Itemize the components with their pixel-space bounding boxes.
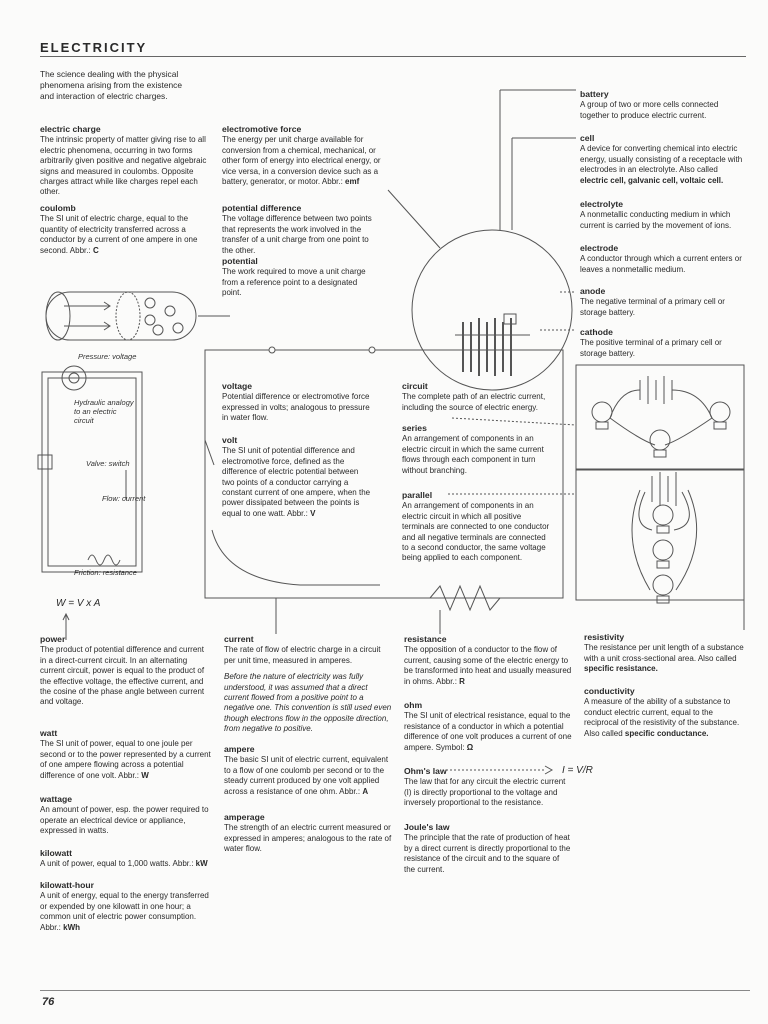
intro-text: The science dealing with the physical phenomena arising from the existence and interaction of electric charges.	[40, 69, 182, 101]
entry-potential: potential The work required to move a unit charge from a reference point to a designated point.	[222, 256, 366, 298]
entry-conductivity: conductivity A measure of the ability of a substance to conduct electric current, equal to the reciprocal of the resistivity of the substance. Also called specific conductance.	[584, 686, 740, 738]
entry-cell: cell A device for converting chemical into electric energy, usually consisting of a receptacle with electrodes in an electrolyte. Also called electric cell, galvanic cell, voltaic cell.	[580, 133, 743, 185]
page-title: ELECTRICITY	[40, 40, 148, 55]
entry-voltage: voltage Potential difference or electromotive force expressed in volts; analogous to pressure in water flow.	[222, 381, 370, 423]
entry-parallel: parallel An arrangement of components in an electric circuit in which all positive terminals are connected to one conductor and all negative terminals are connected to a second conductor, the same voltage being applied to each component.	[402, 490, 550, 563]
entry-cathode: cathode The positive terminal of a primary cell or storage battery.	[580, 327, 722, 358]
entry-electrode: electrode A conductor through which a current enters or leaves a nonmetallic medium.	[580, 243, 742, 274]
entry-amperage: amperage The strength of an electric current measured or expressed in amperes; analogous to the rate of water flow.	[224, 812, 392, 854]
formula-ohms-law: I = V/R	[562, 765, 593, 776]
battery-magnifier-diagram	[388, 90, 576, 390]
entry-joules-law: Joule's law The principle that the rate of production of heat by a direct current is directly proportional to the resistance of the circuit and to the square of the current.	[404, 822, 571, 874]
charge-cylinder-diagram	[46, 292, 230, 340]
caption-pressure: Pressure: voltage	[78, 352, 137, 361]
entry-potential-difference: potential difference The voltage difference between two points that represents the work involved in the transfer of a unit charge from one point to the other.	[222, 203, 372, 255]
footer-rule	[40, 990, 750, 991]
caption-valve: Valve: switch	[86, 459, 130, 468]
parallel-circuit-diagram	[576, 470, 744, 603]
entry-volt: volt The SI unit of potential difference and electromotive force, defined as the difference of electric potential between two points of a conductor carrying a constant current of one ampere, when the power dissipated between the points is equal to one watt. Abbr.: V	[222, 435, 371, 518]
entry-watt: watt The SI unit of power, equal to one joule per second or to the power represented by a current of one ampere flowing across a potential difference of one volt. Abbr.: W	[40, 728, 211, 780]
hydraulic-analogy-diagram	[38, 366, 142, 572]
entry-coulomb: coulomb The SI unit of electric charge, equal to the quantity of electricity transferred across a conductor by a current of one ampere in one second. Abbr.: C	[40, 203, 198, 255]
entry-kilowatt-hour: kilowatt-hour A unit of energy, equal to the energy transferred or expended by one kilowatt in one hour; a common unit of electric power consumption. Abbr.: kWh	[40, 880, 209, 932]
entry-kilowatt: kilowatt A unit of power, equal to 1,000 watts. Abbr.: kW	[40, 848, 208, 869]
caption-hydraulic-analogy: Hydraulic analogy to an electric circuit	[74, 398, 134, 425]
entry-anode: anode The negative terminal of a primary cell or storage battery.	[580, 286, 725, 317]
entry-resistance: resistance The opposition of a conductor to the flow of current, causing some of the electric energy to be transformed into heat and usually measured in ohms. Abbr.: R	[404, 634, 572, 686]
entry-power: power The product of potential difference and current in a direct-current circuit. In an alternating current circuit, power is equal to the product of the effective voltage, the effective current, and the cosine of the phase angle between current and voltage.	[40, 634, 205, 707]
entry-electrolyte: electrolyte A nonmetallic conducting medium in which current is carried by the movement of ions.	[580, 199, 732, 230]
entry-ohms-law: Ohm's law The law that for any circuit the electric current (I) is directly proportional to the voltage and inversely proportional to the resistance.	[404, 766, 566, 808]
entry-electric-charge: electric charge The intrinsic property of matter giving rise to all electric phenomena, occurring in two forms arbitrarily given positive and negative algebraic signs and measured in coulombs. Opposite charges attract while like charges repel each other.	[40, 124, 207, 197]
entry-ampere: ampere The basic SI unit of electric current, equivalent to a flow of one coulomb per second or to the steady current produced by one volt applied across a resistance of one ohm. Abbr.: A	[224, 744, 389, 796]
entry-current: current The rate of flow of electric charge in a circuit per unit time, measured in amperes. Before the nature of electricity was fully understood, it was assumed that a direct current flowed from a positive point to a negative one. This convention is still used even though electrons flow in the opposite direction, from negative to positive.	[224, 634, 392, 734]
entry-wattage: wattage An amount of power, esp. the power required to operate an electrical device or appliance, expressed in watts.	[40, 794, 209, 836]
entry-circuit: circuit The complete path of an electric current, including the source of electric energy.	[402, 381, 546, 412]
entry-electromotive-force: electromotive force The energy per unit charge available for conversion from a chemical, mechanical, or other form of energy into electrical energy, or vice versa, in a conversion device such as a battery, generator, or motor. Abbr.: emf	[222, 124, 381, 187]
formula-power: W = V x A	[56, 598, 101, 609]
caption-flow: Flow: current	[102, 494, 146, 503]
entry-series: series An arrangement of components in an electric circuit in which the same current flows through each component in turn without branching.	[402, 423, 544, 475]
entry-ohm: ohm The SI unit of electrical resistance, equal to the resistance of a conductor in which a potential difference of one volt produces a current of one ampere. Symbol: Ω	[404, 700, 572, 752]
page-number: 76	[42, 996, 55, 1008]
caption-friction: Friction: resistance	[74, 568, 137, 577]
entry-resistivity: resistivity The resistance per unit length of a substance with a unit cross-sectional area. Also called specific resistance.	[584, 632, 744, 674]
entry-battery: battery A group of two or more cells connected together to produce electric current.	[580, 89, 719, 120]
series-circuit-diagram	[576, 365, 744, 469]
